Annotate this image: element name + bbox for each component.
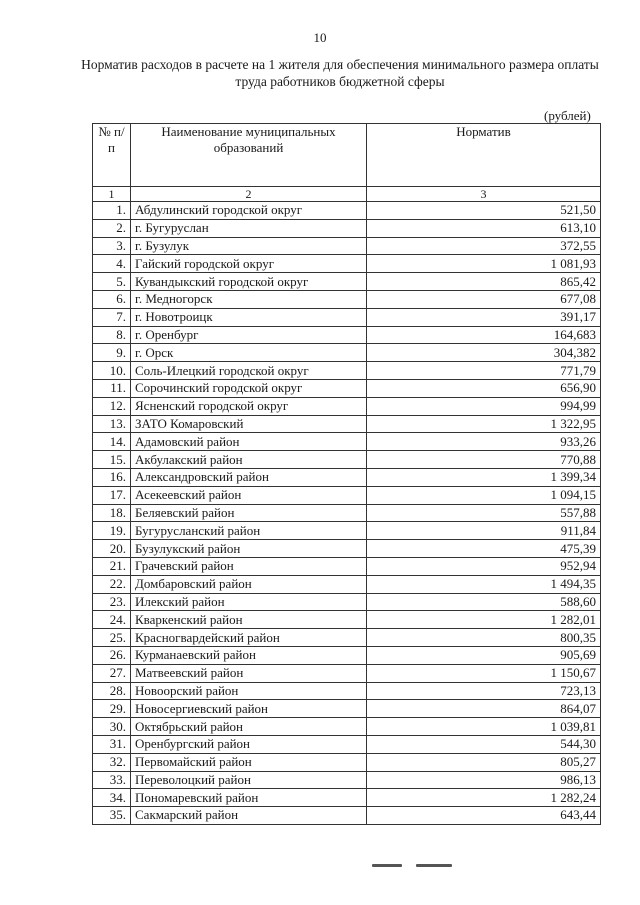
norm-value: 905,69 [367, 646, 601, 664]
table-row [93, 664, 601, 682]
row-number: 5. [93, 273, 131, 291]
signature-mark [416, 864, 452, 867]
table-row [93, 682, 601, 700]
table-row [93, 504, 601, 522]
table-row [93, 557, 601, 575]
municipality-name: Адамовский район [131, 433, 367, 451]
row-number: 21. [93, 557, 131, 575]
municipality-name: Абдулинский городской округ [131, 202, 367, 220]
municipality-name: г. Медногорск [131, 290, 367, 308]
row-number: 8. [93, 326, 131, 344]
table-row [93, 771, 601, 789]
table-row [93, 522, 601, 540]
table-row [93, 789, 601, 807]
municipality-name: Бугурусланский район [131, 522, 367, 540]
municipality-name: Оренбургский район [131, 735, 367, 753]
row-number: 23. [93, 593, 131, 611]
norm-value: 1 039,81 [367, 718, 601, 736]
row-number: 17. [93, 486, 131, 504]
table-row [93, 433, 601, 451]
table-row [93, 397, 601, 415]
municipality-name: ЗАТО Комаровский [131, 415, 367, 433]
norm-value: 723,13 [367, 682, 601, 700]
table-row [93, 575, 601, 593]
signature-mark [372, 864, 402, 867]
norm-value: 933,26 [367, 433, 601, 451]
table-row [93, 629, 601, 647]
row-number: 16. [93, 468, 131, 486]
column-number: 2 [131, 187, 367, 202]
row-number: 12. [93, 397, 131, 415]
norm-value: 643,44 [367, 807, 601, 825]
municipality-name: Илекский район [131, 593, 367, 611]
municipality-name: Курманаевский район [131, 646, 367, 664]
row-number: 9. [93, 344, 131, 362]
municipality-name: Бузулукский район [131, 540, 367, 558]
table-row [93, 290, 601, 308]
norm-value: 588,60 [367, 593, 601, 611]
table-row [93, 273, 601, 291]
table-row [93, 735, 601, 753]
norm-value: 952,94 [367, 557, 601, 575]
norm-value: 1 150,67 [367, 664, 601, 682]
row-number: 34. [93, 789, 131, 807]
table-row [93, 415, 601, 433]
norm-value: 911,84 [367, 522, 601, 540]
header-value: Норматив [367, 124, 601, 187]
row-number: 32. [93, 753, 131, 771]
row-number: 27. [93, 664, 131, 682]
header-num: № п/п [93, 124, 131, 187]
table-header-row [93, 124, 601, 187]
row-number: 30. [93, 718, 131, 736]
municipality-name: Кувандыкский городской округ [131, 273, 367, 291]
municipality-name: г. Новотроицк [131, 308, 367, 326]
table-row [93, 237, 601, 255]
table-body [93, 202, 601, 825]
row-number: 31. [93, 735, 131, 753]
municipality-name: г. Бузулук [131, 237, 367, 255]
municipality-name: Соль-Илецкий городской округ [131, 362, 367, 380]
row-number: 19. [93, 522, 131, 540]
table-row [93, 255, 601, 273]
row-number: 26. [93, 646, 131, 664]
row-number: 10. [93, 362, 131, 380]
norm-value: 304,382 [367, 344, 601, 362]
municipality-name: Беляевский район [131, 504, 367, 522]
table-row [93, 718, 601, 736]
norm-value: 613,10 [367, 219, 601, 237]
municipality-name: Домбаровский район [131, 575, 367, 593]
table-row [93, 308, 601, 326]
norm-value: 1 322,95 [367, 415, 601, 433]
page-number: 10 [313, 30, 327, 45]
units-label: (рублей) [544, 108, 591, 123]
municipality-name: г. Бугуруслан [131, 219, 367, 237]
table-row [93, 219, 601, 237]
row-number: 13. [93, 415, 131, 433]
municipality-name: Сакмарский район [131, 807, 367, 825]
municipality-name: Первомайский район [131, 753, 367, 771]
norm-value: 771,79 [367, 362, 601, 380]
row-number: 7. [93, 308, 131, 326]
row-number: 33. [93, 771, 131, 789]
row-number: 29. [93, 700, 131, 718]
table-row [93, 593, 601, 611]
table-row [93, 326, 601, 344]
norm-value: 1 094,15 [367, 486, 601, 504]
table-row [93, 451, 601, 469]
municipality-name: Красногвардейский район [131, 629, 367, 647]
table-row [93, 468, 601, 486]
municipality-name: Новосергиевский район [131, 700, 367, 718]
municipality-name: Матвеевский район [131, 664, 367, 682]
row-number: 15. [93, 451, 131, 469]
norm-value: 805,27 [367, 753, 601, 771]
row-number: 24. [93, 611, 131, 629]
norm-value: 521,50 [367, 202, 601, 220]
table-row [93, 486, 601, 504]
norm-value: 770,88 [367, 451, 601, 469]
header-name: Наименование муниципальных образований [131, 124, 367, 187]
norm-value: 864,07 [367, 700, 601, 718]
table-row [93, 379, 601, 397]
municipality-name: Пономаревский район [131, 789, 367, 807]
row-number: 11. [93, 379, 131, 397]
norm-value: 656,90 [367, 379, 601, 397]
municipality-name: Акбулакский район [131, 451, 367, 469]
municipality-name: Октябрьский район [131, 718, 367, 736]
norm-value: 994,99 [367, 397, 601, 415]
norm-value: 1 081,93 [367, 255, 601, 273]
row-number: 35. [93, 807, 131, 825]
norm-value: 391,17 [367, 308, 601, 326]
row-number: 25. [93, 629, 131, 647]
municipality-name: Новоорский район [131, 682, 367, 700]
norm-value: 1 282,01 [367, 611, 601, 629]
column-number: 3 [367, 187, 601, 202]
norm-value: 164,683 [367, 326, 601, 344]
municipality-name: г. Орск [131, 344, 367, 362]
row-number: 28. [93, 682, 131, 700]
municipality-name: Переволоцкий район [131, 771, 367, 789]
table-row [93, 807, 601, 825]
row-number: 4. [93, 255, 131, 273]
table-row [93, 700, 601, 718]
municipality-name: Александровский район [131, 468, 367, 486]
row-number: 14. [93, 433, 131, 451]
row-number: 22. [93, 575, 131, 593]
norm-value: 986,13 [367, 771, 601, 789]
row-number: 2. [93, 219, 131, 237]
norm-value: 800,35 [367, 629, 601, 647]
document-title: Норматив расходов в расчете на 1 жителя для обеспечения минимального размера оплаты труда работников бюджетной сферы [81, 57, 599, 89]
row-number: 3. [93, 237, 131, 255]
norm-value: 1 399,34 [367, 468, 601, 486]
municipality-name: Кваркенский район [131, 611, 367, 629]
municipality-name: г. Оренбург [131, 326, 367, 344]
table-row [93, 362, 601, 380]
table-row [93, 540, 601, 558]
municipality-name: Сорочинский городской округ [131, 379, 367, 397]
norm-value: 1 494,35 [367, 575, 601, 593]
norm-value: 1 282,24 [367, 789, 601, 807]
norm-value: 677,08 [367, 290, 601, 308]
table-row [93, 753, 601, 771]
norm-value: 544,30 [367, 735, 601, 753]
norm-table [92, 123, 601, 825]
column-number: 1 [93, 187, 131, 202]
municipality-name: Ясненский городской округ [131, 397, 367, 415]
municipality-name: Асекеевский район [131, 486, 367, 504]
table-row [93, 202, 601, 220]
municipality-name: Гайский городской округ [131, 255, 367, 273]
table-row [93, 344, 601, 362]
row-number: 18. [93, 504, 131, 522]
norm-value: 865,42 [367, 273, 601, 291]
norm-value: 372,55 [367, 237, 601, 255]
norm-value: 557,88 [367, 504, 601, 522]
municipality-name: Грачевский район [131, 557, 367, 575]
row-number: 6. [93, 290, 131, 308]
column-number-row [93, 187, 601, 202]
norm-value: 475,39 [367, 540, 601, 558]
table-row [93, 611, 601, 629]
table-row [93, 646, 601, 664]
row-number: 20. [93, 540, 131, 558]
row-number: 1. [93, 202, 131, 220]
